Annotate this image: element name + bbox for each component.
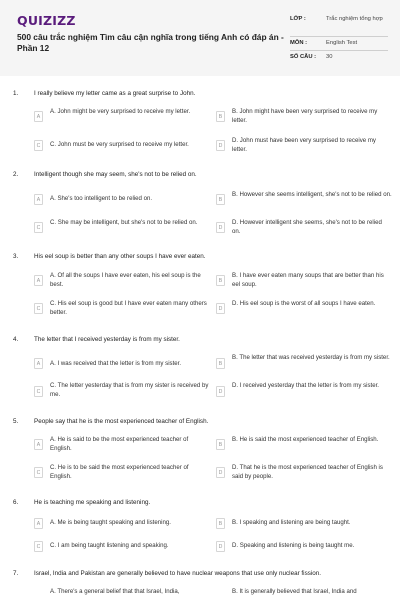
- option-letter-badge: C: [34, 222, 43, 233]
- option-letter-badge: D: [216, 222, 225, 233]
- option-text: B. I have ever eaten many soups that are better than his eel soup.: [232, 272, 384, 288]
- question-number: 1.: [13, 90, 19, 97]
- option-text: A. Me is being taught speaking and listening.: [50, 519, 171, 526]
- option-text: D. His eel soup is the worst of all soups I have eaten.: [232, 300, 376, 307]
- option-letter-badge: A: [34, 111, 43, 122]
- option-text: B. John might have been very surprised to receive my letter.: [232, 108, 378, 124]
- meta-value-count: 30: [326, 54, 333, 60]
- option-letter-badge: D: [216, 140, 225, 151]
- option-letter-badge: B: [216, 111, 225, 122]
- option-text: D. I received yesterday that the letter is from my sister.: [232, 382, 379, 389]
- option-letter-badge: C: [34, 467, 43, 478]
- option-text: C. She may be intelligent, but she's not to be relied on.: [50, 219, 198, 226]
- option-text: B. The letter that was received yesterday is from my sister.: [232, 354, 390, 361]
- option-letter-badge: B: [216, 275, 225, 286]
- question-text: Intelligent though she may seem, she's not to be relied on.: [34, 171, 197, 178]
- meta-row-count: [290, 51, 388, 66]
- option-text: A. John might be very surprised to receive my letter.: [50, 108, 191, 115]
- option-letter-badge: A: [34, 275, 43, 286]
- question-text: Israel, India and Pakistan are generally believed to have nuclear weapons that use only nuclear fission.: [34, 570, 322, 577]
- question-number: 5.: [13, 418, 19, 425]
- option-text: A. Of all the soups I have ever eaten, his eel soup is the best.: [50, 272, 201, 288]
- question-number: 4.: [13, 336, 19, 343]
- option-letter-badge: A: [34, 439, 43, 450]
- question-text: The letter that I received yesterday is from my sister.: [34, 336, 180, 343]
- option-letter-badge: A: [34, 518, 43, 529]
- option-letter-badge: C: [34, 303, 43, 314]
- option-text: A. There's a general belief that that Israel, India,: [50, 588, 180, 595]
- option-text: B. It is generally believed that Israel, India and: [232, 588, 357, 595]
- option-letter-badge: D: [216, 467, 225, 478]
- meta-row-grade: [290, 13, 388, 37]
- question-number: 7.: [13, 570, 19, 577]
- quizizz-logo: QUIZIZZ: [17, 13, 76, 28]
- option-letter-badge: D: [216, 386, 225, 397]
- meta-label-grade: LỚP :: [290, 16, 306, 22]
- option-text: C. He is to be said the most experienced teacher of English.: [50, 464, 189, 480]
- option-text: A. She's too intelligent to be relied on.: [50, 195, 153, 202]
- header: [0, 0, 400, 76]
- option-letter-badge: B: [216, 358, 225, 369]
- meta-label-count: SỐ CÂU :: [290, 54, 317, 60]
- option-letter-badge: B: [216, 518, 225, 529]
- option-text: D. Speaking and listening is being taught me.: [232, 542, 355, 549]
- option-letter-badge: D: [216, 541, 225, 552]
- option-text: C. I am being taught listening and speaking.: [50, 542, 169, 549]
- meta-row-subject: [290, 37, 388, 51]
- option-text: D. John must have been very surprised to receive my letter.: [232, 137, 376, 153]
- option-letter-badge: C: [34, 386, 43, 397]
- option-text: D. However intelligent she seems, she's not to be relied on.: [232, 219, 382, 235]
- meta-value-subject: English Test: [326, 40, 358, 46]
- question-text: I really believe my letter came as a great surprise to John.: [34, 90, 196, 97]
- option-text: C. The letter yesterday that is from my sister is received by me.: [50, 382, 209, 398]
- option-text: B. I speaking and listening are being taught.: [232, 519, 351, 526]
- option-letter-badge: A: [34, 194, 43, 205]
- option-text: C. His eel soup is good but I have ever eaten many others better.: [50, 300, 207, 316]
- question-text: His eel soup is better than any other soups I have ever eaten.: [34, 253, 206, 260]
- option-text: B. He is said the most experienced teacher of English.: [232, 436, 379, 443]
- option-letter-badge: C: [34, 541, 43, 552]
- meta-table: [290, 13, 388, 66]
- question-number: 6.: [13, 499, 19, 506]
- option-letter-badge: C: [34, 140, 43, 151]
- option-letter-badge: B: [216, 439, 225, 450]
- question-text: He is teaching me speaking and listening.: [34, 499, 151, 506]
- page-title: 500 câu trắc nghiệm Tìm câu cận nghĩa trong tiếng Anh có đáp án - Phần 12: [17, 32, 284, 53]
- meta-label-subject: MÔN :: [290, 40, 308, 46]
- question-text: People say that he is the most experienced teacher of English.: [34, 418, 209, 425]
- option-text: C. John must be very surprised to receive my letter.: [50, 141, 189, 148]
- option-letter-badge: D: [216, 303, 225, 314]
- option-letter-badge: B: [216, 194, 225, 205]
- question-number: 3.: [13, 253, 19, 260]
- option-text: D. That he is the most experienced teacher of English is said by people.: [232, 464, 383, 480]
- option-letter-badge: A: [34, 358, 43, 369]
- question-number: 2.: [13, 171, 19, 178]
- option-text: B. However she seems intelligent, she's not to be relied on.: [232, 191, 392, 198]
- meta-value-grade: Trắc nghiệm tổng hợp: [326, 16, 383, 22]
- option-text: A. He is said to be the most experienced teacher of English.: [50, 436, 189, 452]
- option-text: A. I was received that the letter is from my sister.: [50, 360, 182, 367]
